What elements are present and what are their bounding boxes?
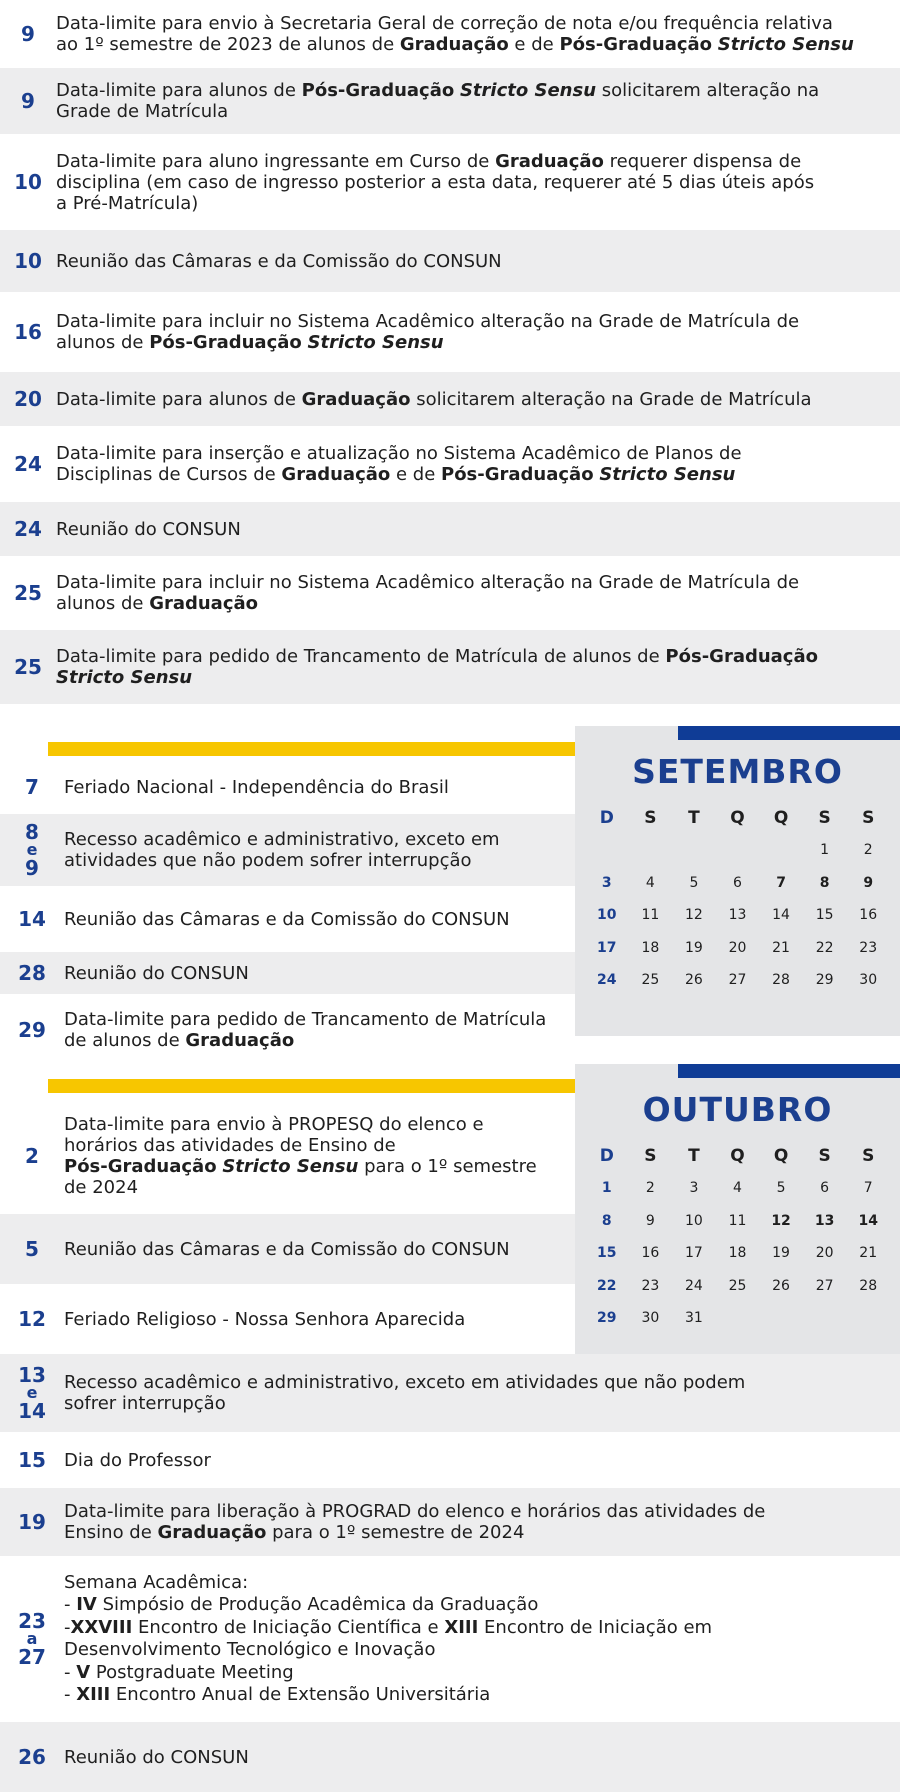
event-row (0, 1556, 900, 1722)
event-day: 24 (14, 517, 42, 541)
month-divider-bar (48, 1079, 622, 1093)
event-row (0, 630, 900, 704)
event-day: 12 (18, 1307, 46, 1331)
event-row (0, 134, 900, 230)
calendar-day: 10 (685, 1212, 703, 1229)
event-row (0, 994, 575, 1066)
calendar-day: 6 (820, 1180, 830, 1196)
calendar-day: 18 (728, 1245, 747, 1261)
event-text: Reunião das Câmaras e da Comissão do CONSUN (64, 1238, 510, 1260)
calendar-day: 3 (601, 874, 612, 891)
event-text: Data-limite para alunos de Graduação solicitarem alteração na Grade de Matrícula (56, 388, 812, 410)
calendar-day: 8 (601, 1212, 612, 1229)
calendar-day: 13 (728, 907, 747, 923)
calendar-day (672, 834, 716, 867)
calendar-day: 25 (728, 1277, 747, 1294)
calendar-day-highlighted: 8 (819, 874, 830, 891)
event-day-range: 23 a 27 (18, 1609, 46, 1669)
calendar-day: 1 (820, 842, 830, 858)
event-day: 25 (14, 655, 42, 679)
event-day: 2 (25, 1144, 39, 1168)
event-day: 28 (18, 961, 46, 985)
calendar-day: 14 (772, 907, 790, 923)
weekday-header: S (644, 808, 657, 828)
event-text: Reunião das Câmaras e da Comissão do CONSUN (64, 908, 510, 930)
event-text: Feriado Religioso - Nossa Senhora Aparecida (64, 1308, 466, 1330)
calendar-day: 27 (815, 1277, 834, 1294)
calendar-october (575, 1064, 900, 1354)
event-row (0, 760, 575, 814)
event-text: Data-limite para aluno ingressante em Curso de Graduação requerer dispensa de disciplina (em caso de ingresso posterior a esta data, requerer até 5 dias úteis após a Pré-Matrícula) (56, 150, 815, 214)
calendar-day: 1 (601, 1180, 612, 1196)
calendar-day: 20 (815, 1245, 834, 1261)
calendar-day: 22 (815, 939, 834, 956)
calendar-september (575, 726, 900, 1036)
weekday-header: Q (730, 1146, 745, 1166)
event-row (0, 952, 575, 994)
month-title: SETEMBRO (632, 752, 843, 791)
calendar-day: 31 (685, 1310, 703, 1326)
weekday-header: D (599, 808, 614, 828)
calendar-day: 19 (685, 939, 703, 956)
event-row (0, 0, 900, 68)
weekday-header: S (644, 1146, 657, 1166)
event-text: Recesso acadêmico e administrativo, exceto em atividades que não podem sofrer interrupção (64, 829, 500, 871)
calendar-day: 6 (733, 874, 742, 891)
calendar-day-highlighted: 7 (776, 874, 786, 891)
calendar-day: 21 (772, 939, 790, 956)
event-day: 25 (14, 581, 42, 605)
event-row (0, 1488, 900, 1556)
calendar-day: 12 (685, 907, 703, 923)
weekday-header: S (862, 1146, 875, 1166)
event-day: 9 (21, 22, 35, 46)
event-text: Reunião do CONSUN (64, 1746, 249, 1768)
calendar-day: 24 (685, 1277, 703, 1294)
calendar-day: 29 (597, 1310, 617, 1326)
calendar-day: 11 (728, 1212, 747, 1229)
event-text: Data-limite para pedido de Trancamento de Matrícula de alunos de Graduação (64, 1009, 547, 1051)
event-day: 20 (14, 387, 42, 411)
event-text: Dia do Professor (64, 1449, 211, 1471)
weekday-header: S (862, 808, 875, 828)
calendar-day: 28 (859, 1277, 878, 1294)
calendar-day: 5 (776, 1180, 786, 1196)
calendar-day (759, 834, 803, 867)
calendar-day: 2 (863, 842, 873, 858)
weekday-header: D (599, 1146, 614, 1166)
weekday-header: T (688, 808, 700, 828)
event-row (0, 372, 900, 426)
calendar-grid (585, 802, 890, 997)
event-text: Reunião das Câmaras e da Comissão do CONSUN (56, 250, 502, 272)
calendar-day: 19 (772, 1245, 790, 1261)
calendar-day: 16 (859, 907, 878, 923)
calendar-day: 4 (645, 874, 655, 891)
calendar-day: 30 (859, 972, 878, 988)
event-day: 9 (21, 89, 35, 113)
calendar-day: 10 (597, 907, 617, 923)
event-row (0, 886, 575, 952)
calendar-day-highlighted: 12 (771, 1212, 791, 1229)
event-row (0, 1098, 575, 1214)
event-text: Data-limite para inserção e atualização no Sistema Acadêmico de Planos de Disciplinas de Cursos de Graduação e de Pós-Graduação Stricto Sensu (56, 443, 742, 485)
calendar-day: 29 (815, 972, 834, 988)
event-row (0, 1214, 575, 1284)
event-text: Data-limite para pedido de Trancamento de Matrícula de alunos de Pós-Graduação Stricto Sensu (56, 646, 818, 688)
calendar-day: 25 (641, 972, 660, 988)
calendar-day: 16 (641, 1245, 660, 1261)
event-row (0, 292, 900, 372)
event-row (0, 502, 900, 556)
event-text: Data-limite para alunos de Pós-Graduação Stricto Sensu solicitarem alteração na Grade de Matrícula (56, 80, 820, 122)
weekday-header: T (688, 1146, 700, 1166)
calendar-day: 17 (597, 939, 617, 956)
calendar-day-highlighted: 9 (863, 874, 874, 891)
calendar-accent-bar (678, 1064, 900, 1078)
event-day: 19 (18, 1510, 46, 1534)
event-day: 26 (18, 1745, 46, 1769)
calendar-day: 7 (863, 1180, 873, 1196)
calendar-day: 30 (641, 1310, 660, 1326)
calendar-day: 17 (685, 1245, 703, 1261)
event-day: 7 (25, 775, 39, 799)
event-text: Data-limite para envio à PROPESQ do elenco e horários das atividades de Ensino de Pós-Graduação Stricto Sensu para o 1º semestre de 2024 (64, 1114, 537, 1198)
event-day: 15 (18, 1448, 46, 1472)
calendar-day: 21 (859, 1245, 878, 1261)
calendar-day: 23 (641, 1277, 660, 1294)
event-row (0, 230, 900, 292)
calendar-day (629, 834, 673, 867)
event-day: 10 (14, 249, 42, 273)
month-divider-bar (48, 742, 622, 756)
event-day: 10 (14, 170, 42, 194)
event-row (0, 556, 900, 630)
event-row (0, 1354, 900, 1432)
calendar-day (716, 834, 760, 867)
event-text: Reunião do CONSUN (64, 962, 249, 984)
weekday-header: Q (773, 1146, 789, 1166)
calendar-day: 26 (772, 1277, 790, 1294)
calendar-day: 20 (728, 939, 747, 956)
event-text: Feriado Nacional - Independência do Brasil (64, 776, 449, 798)
weekday-header: Q (773, 808, 789, 828)
event-text: Data-limite para incluir no Sistema Acadêmico alteração na Grade de Matrícula de alunos de Pós-Graduação Stricto Sensu (56, 311, 800, 353)
event-text: Recesso acadêmico e administrativo, exceto em atividades que não podem sofrer interrupção (64, 1372, 746, 1414)
event-day: 16 (14, 320, 42, 344)
calendar-day: 22 (597, 1277, 617, 1294)
event-day: 14 (18, 907, 46, 931)
event-day-range: 13 e 14 (18, 1363, 46, 1423)
calendar-day: 23 (859, 939, 878, 956)
calendar-day: 28 (772, 972, 790, 988)
calendar-day: 2 (645, 1180, 655, 1196)
event-text: Semana Acadêmica: - IV Simpósio de Produção Acadêmica da Graduação -XXVIII Encontro de Iniciação Científica e XIII Encontro de Iniciação em Desenvolvimento Tecnológico e Inovação - V Postgraduate Meeting - XIII Encontro Anual de Extensão Universitária (64, 1571, 713, 1705)
calendar-day: 5 (689, 874, 699, 891)
event-text: Reunião do CONSUN (56, 518, 241, 540)
event-row (0, 814, 575, 886)
event-day-range: 8 e 9 (25, 820, 39, 880)
calendar-grid (585, 1140, 890, 1335)
calendar-day-highlighted: 14 (858, 1212, 878, 1229)
event-text: Data-limite para incluir no Sistema Acadêmico alteração na Grade de Matrícula de alunos de Graduação (56, 572, 800, 614)
event-row (0, 1432, 900, 1488)
event-day: 24 (14, 452, 42, 476)
calendar-day: 4 (733, 1180, 742, 1196)
calendar-day: 24 (597, 972, 617, 988)
calendar-day: 27 (728, 972, 747, 988)
weekday-header: S (818, 1146, 831, 1166)
calendar-day: 11 (641, 907, 660, 923)
calendar-day: 18 (641, 939, 660, 956)
calendar-day: 15 (815, 907, 834, 923)
calendar-day: 3 (689, 1180, 699, 1196)
event-text: Data-limite para liberação à PROGRAD do elenco e horários das atividades de Ensino de Graduação para o 1º semestre de 2024 (64, 1501, 766, 1543)
calendar-day: 26 (685, 972, 703, 988)
event-day: 29 (18, 1018, 46, 1042)
event-text: Data-limite para envio à Secretaria Geral de correção de nota e/ou frequência relativa ao 1º semestre de 2023 de alunos de Graduação e de Pós-Graduação Stricto Sensu (56, 13, 854, 55)
month-title: OUTUBRO (642, 1090, 833, 1129)
weekday-header: S (818, 808, 831, 828)
event-row (0, 68, 900, 134)
calendar-day-highlighted: 13 (814, 1212, 835, 1229)
calendar-day (585, 834, 629, 867)
calendar-accent-bar (678, 726, 900, 740)
event-row (0, 1284, 575, 1354)
event-day: 5 (25, 1237, 39, 1261)
weekday-header: Q (730, 808, 745, 828)
calendar-day: 9 (645, 1212, 655, 1229)
event-row (0, 426, 900, 502)
event-row (0, 1722, 900, 1792)
calendar-day: 15 (597, 1245, 617, 1261)
